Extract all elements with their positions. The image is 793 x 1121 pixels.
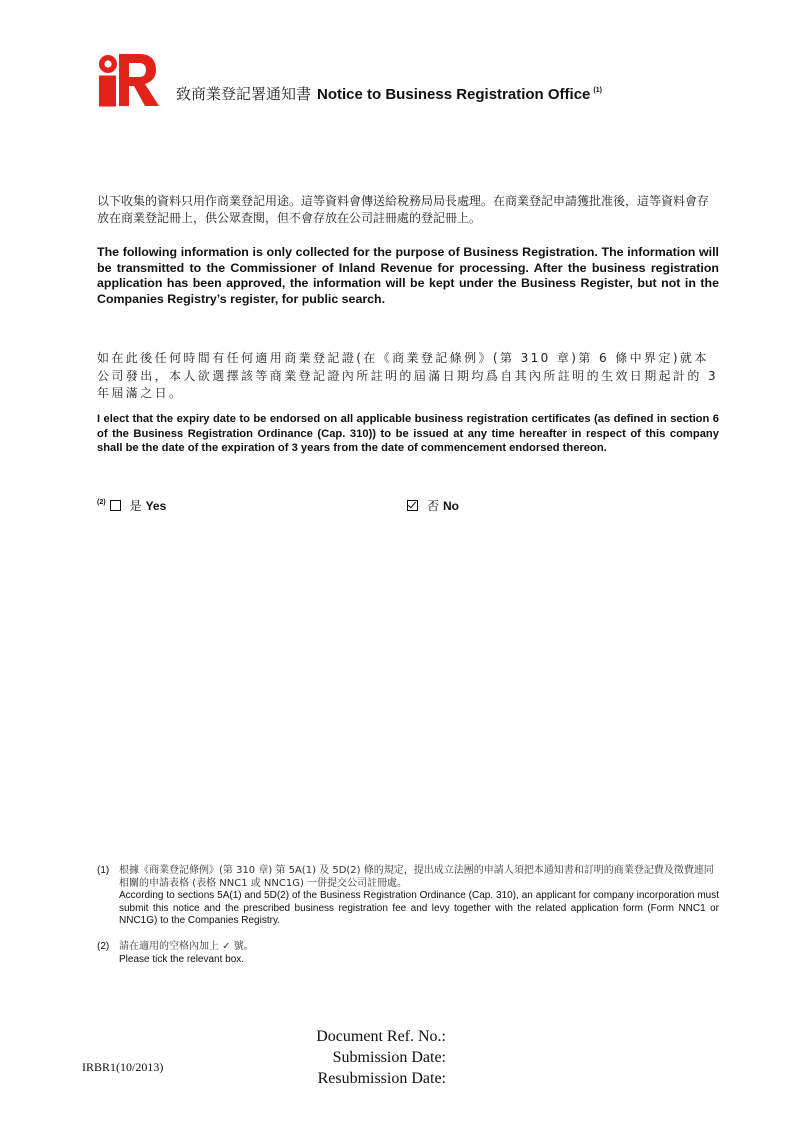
title-footnote-ref: (1) (593, 87, 602, 94)
ird-logo (94, 52, 160, 108)
form-number: IRBR1(10/2013) (82, 1060, 164, 1074)
footnote-2 (119, 941, 719, 966)
title-en: Notice to Business Registration Office (317, 86, 591, 103)
no-label-en: No (443, 499, 460, 513)
purpose-zh: 以下收集的資料只用作商業登記用途。這等資料會傳送給稅務局局長處理。在商業登記申請獲批准後，這等資料會存放在商業登記冊上，供公眾查閱，但不會存放在公司註冊處的登記冊上。 (97, 194, 710, 225)
no-checkbox[interactable] (407, 500, 418, 511)
footnote-2-en: Please tick the relevant box. (119, 953, 245, 965)
choice-no[interactable] (407, 497, 459, 514)
footnote-1-en: According to sections 5A(1) and 5D(2) of the Business Registration Ordinance (Cap. 310), an applicant for company incorporation must submit this notice and the prescribed business registration fee and levy together with the related application form (Form NNC1 or NNC1G) to the Companies Registry. (119, 890, 719, 926)
resubmission-date-label: Resubmission Date: (317, 1070, 446, 1087)
footnote-2-number: (2) (97, 941, 110, 952)
choice-footnote-ref: (2) (97, 499, 106, 506)
footnote-1-zh: 根據《商業登記條例》(第 310 章) 第 5A(1) 及 5D(2) 條的規定，提出成立法團的申請人須把本通知書和訂明的商業登記費及徵費連同相關的申請表格 (表格 NNC1 或 NNC1G) 一併提交公司註冊處。 (119, 865, 714, 889)
yes-label-en: Yes (145, 499, 167, 513)
purpose-en: The following information is only collected for the purpose of Business Registration. The information will be transmitted to the Commissioner of Inland Revenue for processing. After the business registration application has been approved, the information will be kept under the Business Register, but not in the Companies Registry’s register, for public search. (97, 245, 719, 306)
title-zh: 致商業登記署通知書 (176, 85, 312, 103)
choice-yes[interactable] (97, 497, 166, 514)
document-ref-label: Document Ref. No.: (316, 1028, 446, 1045)
footnote-2-zh: 請在適用的空格內加上 ✓ 號。 (119, 941, 254, 952)
page-title (176, 83, 602, 104)
footnote-1 (119, 865, 719, 928)
submission-date-label: Submission Date: (332, 1049, 446, 1066)
yes-checkbox[interactable] (110, 500, 121, 511)
election-zh: 如在此後任何時間有任何適用商業登記證(在《商業登記條例》(第 310 章)第 6 條中界定)就本公司發出，本人欲選擇該等商業登記證內所註明的屆滿日期均爲自其內所註明的生效日期起計的 3 年屆滿之日。 (97, 351, 719, 400)
footnote-1-number: (1) (97, 865, 110, 876)
election-en: I elect that the expiry date to be endorsed on all applicable business registration certificates (as defined in section 6 of the Business Registration Ordinance (Cap. 310)) to be issued at any time hereafter in respect of this company shall be the date of the expiration of 3 years from the date of commencement endorsed thereon. (97, 413, 719, 454)
yes-label-zh: 是 (129, 499, 142, 513)
office-use-block (250, 1026, 446, 1089)
no-label-zh: 否 (427, 499, 440, 513)
